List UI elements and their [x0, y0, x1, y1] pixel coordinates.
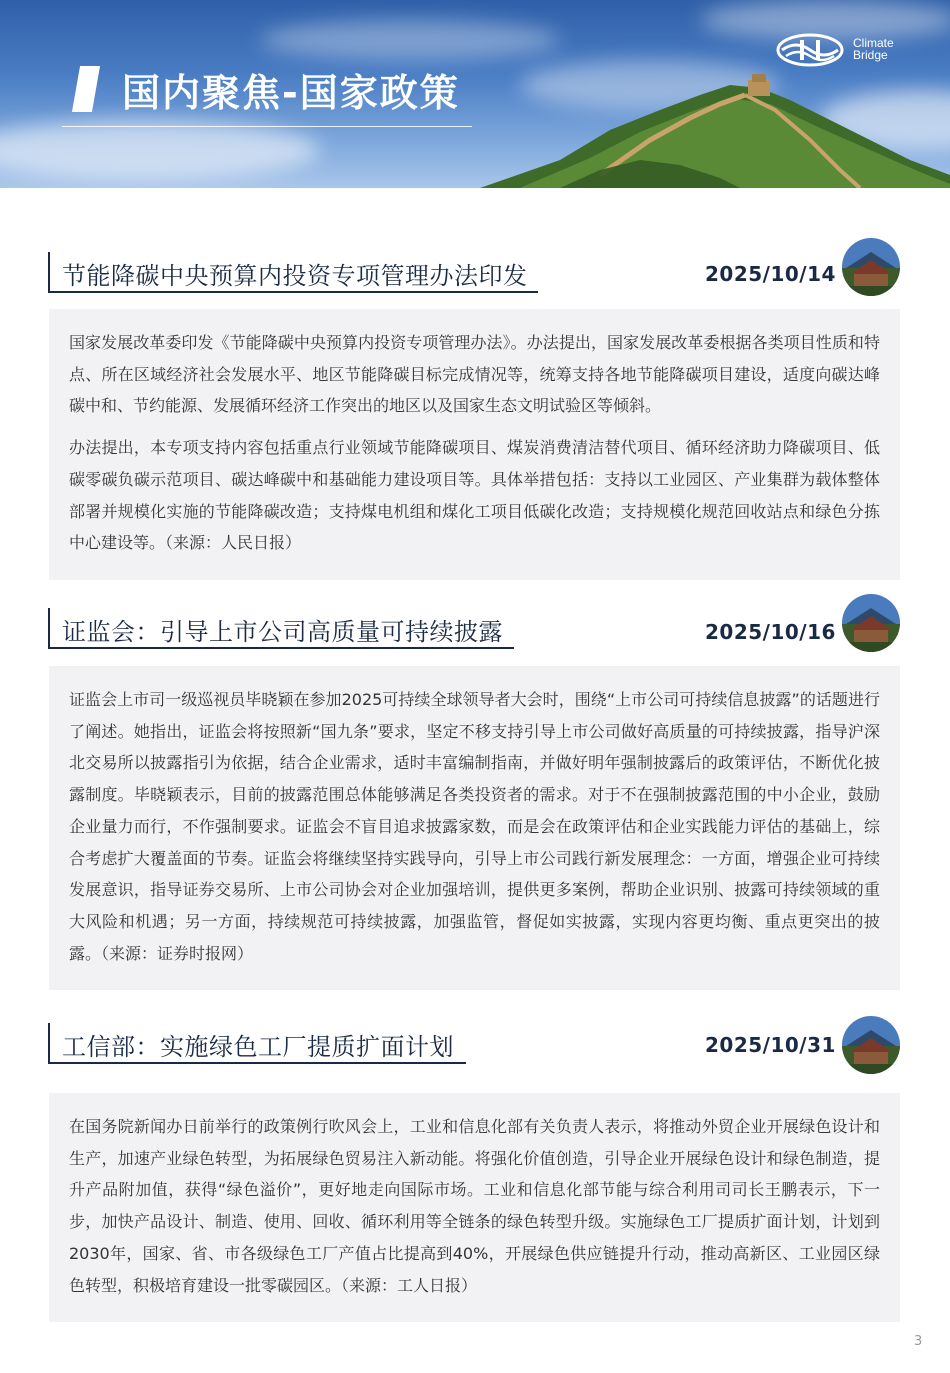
page-number: 3: [914, 1334, 923, 1349]
heading-underline: [48, 1062, 466, 1064]
section-content-3: [49, 1093, 900, 1322]
title-underline: [62, 126, 472, 127]
logo-text-line1: Climate: [853, 36, 894, 50]
heading-underline: [48, 291, 538, 293]
page-title: 国内聚焦-国家政策: [122, 71, 460, 115]
building-photo-icon: [842, 1016, 900, 1074]
section-thumbnail: [842, 238, 900, 296]
heading-accent-line: [48, 252, 50, 292]
section-title: 证监会：引导上市公司高质量可持续披露: [62, 618, 503, 646]
section-paragraph: 在国务院新闻办日前举行的政策例行吹风会上，工业和信息化部有关负责人表示，将推动外贸企业开展绿色设计和生产，加速产业绿色转型，为拓展绿色贸易注入新动能。将强化价值创造，引导企业开展绿色设计和绿色制造，提升产品附加值，获得“绿色溢价”，更好地走向国际市场。工业和信息化部节能与综合利用司司长王鹏表示，下一步，加快产品设计、制造、使用、回收、循环利用等全链条的绿色转型升级。实施绿色工厂提质扩面计划，计划到2030年，国家、省、市各级绿色工厂产值占比提高到40%，开展绿色供应链提升行动，推动高新区、工业园区绿色转型，积极培育建设一批零碳园区。（来源：工人日报）: [69, 1117, 880, 1295]
building-photo-icon: [842, 594, 900, 652]
section-paragraph: 办法提出，本专项支持内容包括重点行业领域节能降碳项目、煤炭消费清洁替代项目、循环经济助力降碳项目、低碳零碳负碳示范项目、碳达峰碳中和基础能力建设项目等。具体举措包括：支持以工业园区、产业集群为载体整体部署并规模化实施的节能降碳改造；支持煤电机组和煤化工项目低碳化改造；支持规模化规范回收站点和绿色分拣中心建设等。（来源：人民日报）: [69, 438, 880, 553]
section-date: 2025/10/14: [705, 262, 836, 286]
section-thumbnail: [842, 1016, 900, 1074]
header-banner: [0, 0, 950, 188]
section-date: 2025/10/31: [705, 1033, 836, 1057]
logo-text-line2: Bridge: [853, 48, 888, 62]
section-thumbnail: [842, 594, 900, 652]
section-title: 工信部：实施绿色工厂提质扩面计划: [62, 1033, 454, 1061]
heading-accent-line: [48, 608, 50, 648]
section-date: 2025/10/16: [705, 620, 836, 644]
logo-text: [853, 37, 894, 61]
building-photo-icon: [842, 238, 900, 296]
section-content-2: [49, 666, 900, 990]
section-content-1: [49, 309, 900, 580]
section-paragraph: 证监会上市司一级巡视员毕晓颖在参加2025可持续全球领导者大会时，围绕“上市公司可持续信息披露”的话题进行了阐述。她指出，证监会将按照新“国九条”要求，坚定不移支持引导上市公司做好高质量的可持续披露，指导沪深北交易所以披露指引为依据，结合企业需求，适时丰富编制指南，并做好明年强制披露后的政策评估，不断优化披露制度。毕晓颖表示，目前的披露范围总体能够满足各类投资者的需求。对于不在强制披露范围的中小企业，鼓励企业量力而行，不作强制要求。证监会不盲目追求披露家数，而是会在政策评估和企业实践能力评估的基础上，综合考虑扩大覆盖面的节奏。证监会将继续坚持实践导向，引导上市公司践行新发展理念：一方面，增强企业可持续发展意识，指导证券交易所、上市公司协会对企业加强培训，提供更多案例，帮助企业识别、披露可持续领域的重大风险和机遇；另一方面，持续规范可持续披露，加强监管，督促如实披露，实现内容更均衡、重点更突出的披露。（来源：证券时报网）: [69, 690, 880, 963]
heading-underline: [48, 647, 514, 649]
section-paragraph: 国家发展改革委印发《节能降碳中央预算内投资专项管理办法》。办法提出，国家发展改革委根据各类项目性质和特点、所在区域经济社会发展水平、地区节能降碳目标完成情况等，统筹支持各地节能降碳项目建设，适度向碳达峰碳中和、节约能源、发展循环经济工作突出的地区以及国家生态文明试验区等倾斜。: [69, 333, 880, 416]
section-title: 节能降碳中央预算内投资专项管理办法印发: [62, 262, 528, 290]
heading-accent-line: [48, 1023, 50, 1063]
